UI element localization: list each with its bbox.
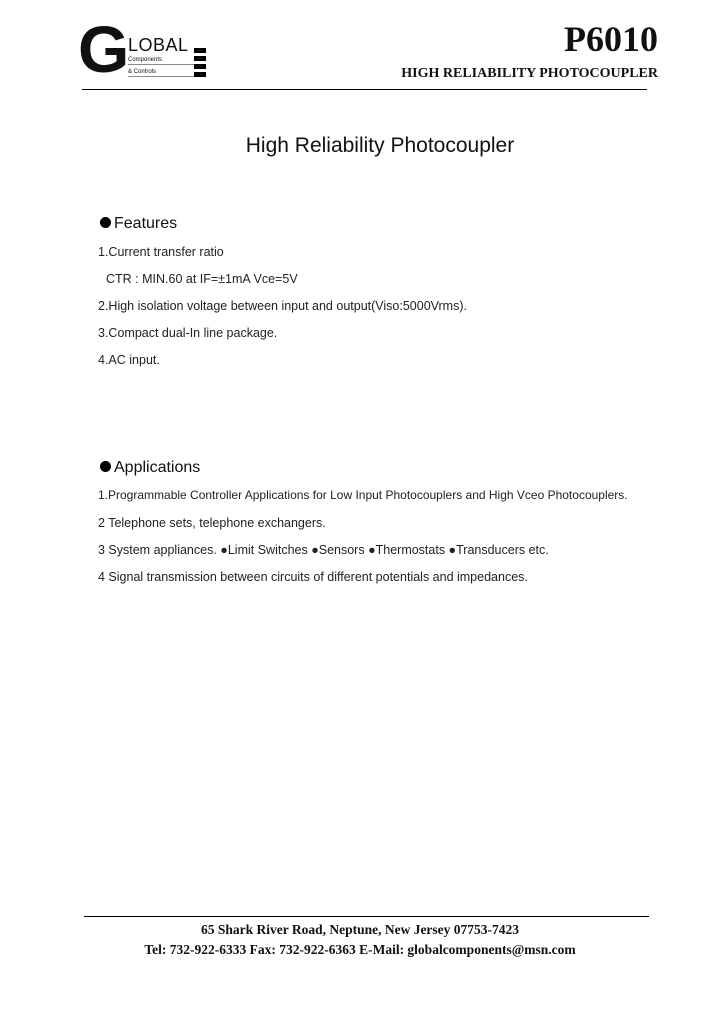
header-subtitle: HIGH RELIABILITY PHOTOCOUPLER xyxy=(401,66,658,81)
bullet-icon xyxy=(100,217,111,228)
feature-item: 1.Current transfer ratio xyxy=(98,245,224,259)
features-heading: Features xyxy=(100,215,177,233)
application-item: 3 System appliances. ●Limit Switches ●Sensors ●Thermostats ●Transducers etc. xyxy=(98,543,549,557)
company-logo: G LOBAL Components & Controls xyxy=(78,20,208,80)
feature-item: 3.Compact dual-In line package. xyxy=(98,326,278,340)
footer-divider xyxy=(84,916,649,917)
page-title: High Reliability Photocoupler xyxy=(245,134,515,157)
feature-item: CTR : MIN.60 at IF=±1mA Vce=5V xyxy=(106,272,298,286)
feature-item: 4.AC input. xyxy=(98,353,160,367)
footer-address: 65 Shark River Road, Neptune, New Jersey 07753-7423 xyxy=(200,922,520,937)
feature-item: 2.High isolation voltage between input and output(Viso:5000Vrms). xyxy=(98,299,467,313)
footer-contact: Tel: 732-922-6333 Fax: 732-922-6363 E-Mail: globalcomponents@msn.com xyxy=(144,942,576,957)
bullet-icon xyxy=(100,461,111,472)
logo-sub-controls: & Controls xyxy=(128,69,196,77)
application-item: 4 Signal transmission between circuits of different potentials and impedances. xyxy=(98,570,528,584)
application-item: 1.Programmable Controller Applications for Low Input Photocouplers and High Vceo Photocouplers. xyxy=(98,488,628,502)
applications-heading: Applications xyxy=(100,459,200,477)
application-item: 2 Telephone sets, telephone exchangers. xyxy=(98,516,326,530)
logo-sub-components: Components xyxy=(128,57,196,65)
part-number: P6010 xyxy=(564,19,658,59)
header-divider xyxy=(82,89,647,90)
